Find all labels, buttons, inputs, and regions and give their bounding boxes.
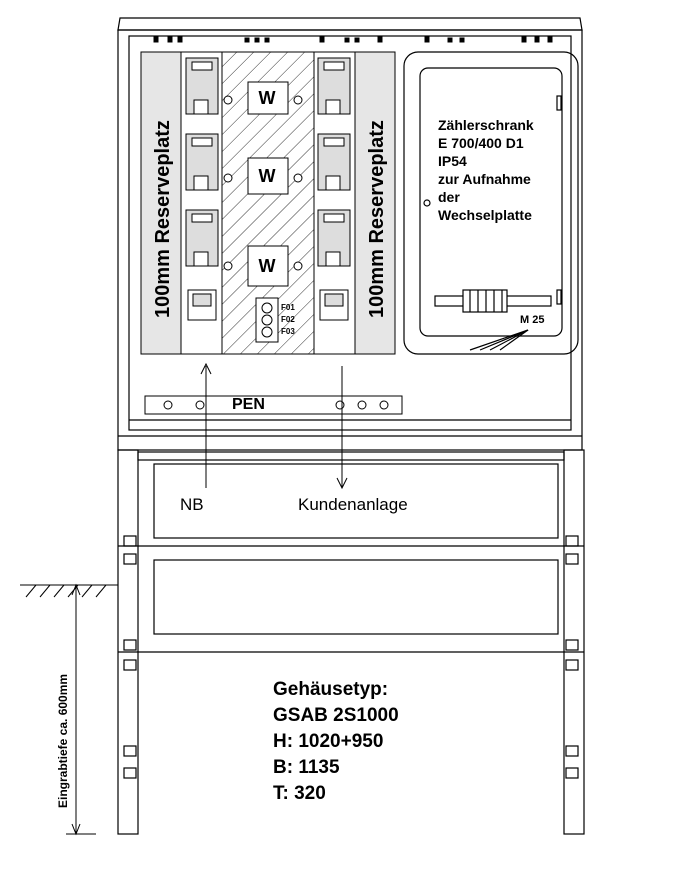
gland-label: M 25: [520, 314, 545, 326]
pen-bar: [145, 396, 402, 414]
reserve-space-left-label: 100mm Reserveplatz: [152, 120, 174, 318]
housing-type-spec: Gehäusetyp: GSAB 2S1000 H: 1020+950 B: 1135 T: 320: [273, 679, 399, 804]
w-label-1: W: [258, 88, 276, 108]
pen-label: PEN: [232, 396, 265, 413]
top-rail-marks: [154, 36, 552, 42]
fuse-column-left: [181, 52, 222, 354]
fuse-column-right: [314, 52, 355, 354]
burial-depth-label: Eingrabtiefe ca. 600mm: [56, 673, 70, 808]
fuse-label-f03: F03: [281, 327, 295, 336]
control-fuses: [256, 298, 278, 342]
fuse-label-f01: F01: [281, 303, 295, 312]
customer-installation-label: Kundenanlage: [298, 495, 408, 514]
nb-label: NB: [180, 495, 204, 514]
reserve-space-right-label: 100mm Reserveplatz: [366, 120, 388, 318]
fuse-label-f02: F02: [281, 315, 295, 324]
feed-arrows: [201, 364, 347, 488]
w-label-3: W: [258, 256, 276, 276]
meter-cabinet-description: Zählerschrank E 700/400 D1 IP54 zur Aufnahme der Wechselplatte: [438, 117, 534, 223]
w-label-2: W: [258, 166, 276, 186]
